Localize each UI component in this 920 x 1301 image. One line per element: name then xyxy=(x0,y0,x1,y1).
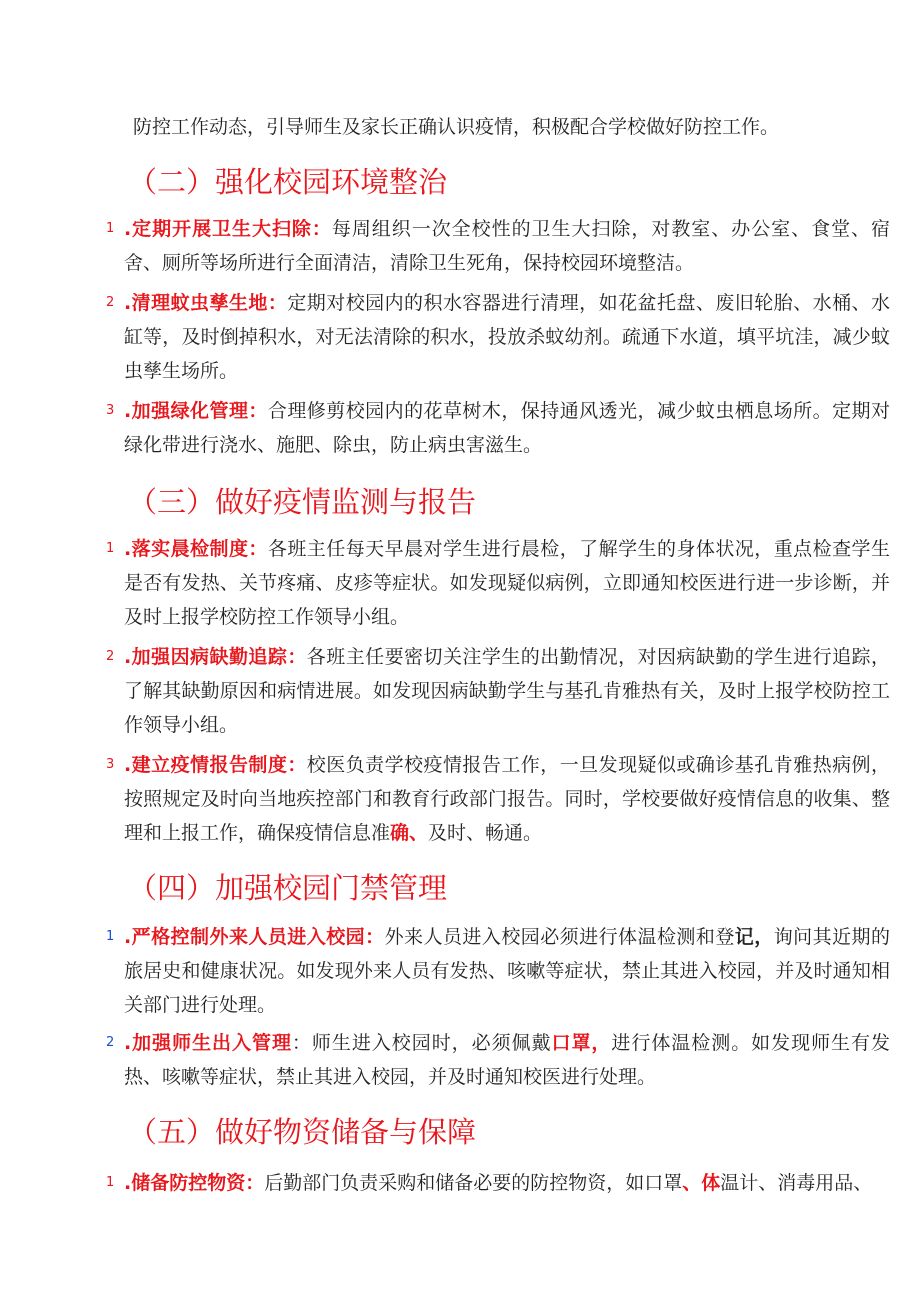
section-heading-2: （二）强化校园环境整治 xyxy=(128,165,448,199)
item-text: 进行体温检测。如发现师生有发热、咳嗽等症状，禁止其进入校园，并及时通知校医进行处理。 xyxy=(124,1032,890,1088)
item-label: .加强因病缺勤追踪： xyxy=(124,646,307,668)
item-number: 1 xyxy=(106,221,115,236)
item-label: .清理蚊虫孳生地： xyxy=(124,292,288,314)
item-text: 温计、消毒用品、 xyxy=(720,1172,873,1194)
intro-line: 防控工作动态，引导师生及家长正确认识疫情，积极配合学校做好防控工作。 xyxy=(133,116,780,138)
item-text: 外来人员进入校园必须进行体温检测和登 xyxy=(384,926,735,948)
list-item xyxy=(106,1166,890,1200)
item-text-emphasis: 口罩， xyxy=(551,1032,612,1054)
item-label: .加强绿化管理： xyxy=(124,400,268,422)
list-item xyxy=(106,286,890,388)
item-text: ：师生进入校园时，必须佩戴 xyxy=(291,1032,552,1054)
item-number: 3 xyxy=(106,757,115,772)
list-item xyxy=(106,1026,890,1094)
item-number: 3 xyxy=(106,403,115,418)
item-number: 2 xyxy=(106,649,115,664)
item-number: 1 xyxy=(106,541,115,556)
item-number: 2 xyxy=(106,1035,115,1050)
item-number: 2 xyxy=(106,295,115,310)
item-number: 1 xyxy=(106,929,115,944)
item-text-emphasis: 、体 xyxy=(682,1172,721,1194)
item-label: .严格控制外来人员进入校园： xyxy=(124,926,385,948)
item-text: 询问其近期的旅居史和健康状况。如发现外来人员有发热、咳嗽等症状，禁止其进入校园，并及时通知相关部门进行处理。 xyxy=(124,926,890,1016)
item-text-emphasis: 记， xyxy=(734,926,774,948)
item-text: 各班主任每天早晨对学生进行晨检，了解学生的身体状况，重点检查学生是否有发热、关节疼痛、皮疹等症状。如发现疑似病例，立即通知校医进行进一步诊断，并及时上报学校防控工作领导小组。 xyxy=(124,538,890,628)
item-label: .建立疫情报告制度： xyxy=(124,754,307,776)
item-text: 定期对校园内的积水容器进行清理，如花盆托盘、废旧轮胎、水桶、水缸等，及时倒掉积水，对无法清除的积水，投放杀蚊幼剂。疏通下水道，填平坑洼，减少蚊虫孳生场所。 xyxy=(124,292,890,382)
item-label: .加强师生出入管理 xyxy=(124,1032,292,1054)
list-item xyxy=(106,748,890,850)
item-label: .定期开展卫生大扫除： xyxy=(124,218,332,240)
list-item xyxy=(106,394,890,462)
item-text: 后勤部门负责采购和储备必要的防控物资，如口罩 xyxy=(264,1172,683,1194)
list-item xyxy=(106,212,890,280)
section-heading-4: （四）加强校园门禁管理 xyxy=(128,871,448,905)
list-item xyxy=(106,920,890,1022)
item-text: 各班主任要密切关注学生的出勤情况，对因病缺勤的学生进行追踪，了解其缺勤原因和病情进展。如发现因病缺勤学生与基孔肯雅热有关，及时上报学校防控工作领导小组。 xyxy=(124,646,890,736)
item-text: 每周组织一次全校性的卫生大扫除，对教室、办公室、食堂、宿舍、厕所等场所进行全面清洁，清除卫生死角，保持校园环境整洁。 xyxy=(124,218,890,274)
item-text: 合理修剪校园内的花草树木，保持通风透光，减少蚊虫栖息场所。定期对绿化带进行浇水、施肥、除虫，防止病虫害滋生。 xyxy=(124,400,890,456)
list-item xyxy=(106,532,890,634)
item-label: .落实晨检制度： xyxy=(124,538,268,560)
section-heading-3: （三）做好疫情监测与报告 xyxy=(128,485,477,519)
item-label: .储备防控物资： xyxy=(124,1172,265,1194)
item-text: 及时、畅通。 xyxy=(428,822,543,844)
item-text-emphasis: 确、 xyxy=(390,822,429,844)
list-item xyxy=(106,640,890,742)
item-text: 校医负责学校疫情报告工作，一旦发现疑似或确诊基孔肯雅热病例，按照规定及时向当地疾控部门和教育行政部门报告。同时，学校要做好疫情信息的收集、整理和上报工作，确保疫情信息准 xyxy=(124,754,890,844)
item-number: 1 xyxy=(106,1175,115,1190)
section-heading-5: （五）做好物资储备与保障 xyxy=(128,1115,477,1149)
